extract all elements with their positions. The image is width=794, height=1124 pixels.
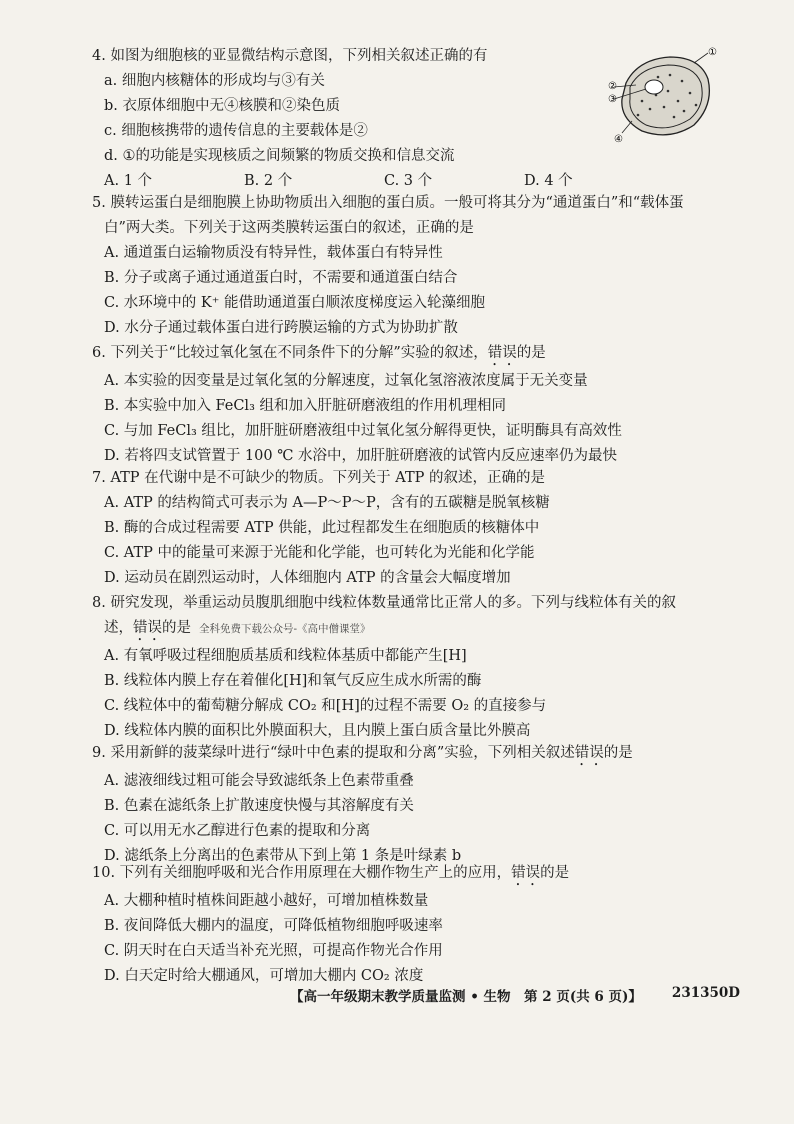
option-a: A. 通道蛋白运输物质没有特异性，载体蛋白有特异性 — [104, 245, 443, 261]
stem-end: 的是 — [603, 745, 633, 761]
page-footer — [290, 985, 740, 1005]
stem-key: 错误 — [133, 620, 162, 636]
stem-text: 述， — [104, 620, 133, 636]
option-a: A. 滤液细线过粗可能会导致滤纸条上色素带重叠 — [104, 773, 414, 789]
option-c: C. 阴天时在白天适当补充光照，可提高作物光合作用 — [104, 943, 443, 959]
option-b: B. 本实验中加入 FeCl₃ 组和加入肝脏研磨液组的作用机理相同 — [104, 398, 506, 414]
stem-text: 9. 采用新鲜的菠菜绿叶进行“绿叶中色素的提取和分离”实验，下列相关叙述 — [92, 745, 575, 761]
question-stem-cont: 白”两大类。下列关于这两类膜转运蛋白的叙述，正确的是 — [104, 220, 474, 236]
statement-c: c. 细胞核携带的遗传信息的主要载体是② — [104, 123, 368, 139]
question-stem: 8. 研究发现，举重运动员腹肌细胞中线粒体数量通常比正常人的多。下列与线粒体有关的叙 — [92, 595, 676, 611]
label-3: ③ — [608, 94, 617, 105]
question-10 — [92, 861, 732, 989]
question-8 — [92, 591, 732, 744]
option-d: D. 线粒体内膜的面积比外膜面积大，且内膜上蛋白质含量比外膜高 — [104, 723, 531, 739]
question-stem — [92, 341, 732, 369]
choice-b: B. 2 个 — [244, 173, 293, 189]
option-d: D. 白天定时给大棚通风，可增加大棚内 CO₂ 浓度 — [104, 968, 424, 984]
question-6 — [92, 341, 732, 469]
stem-key: 错误 — [487, 345, 517, 361]
stem-end: 的是 — [516, 345, 546, 361]
stem-text: 6. 下列关于“比较过氧化氢在不同条件下的分解”实验的叙述， — [92, 345, 488, 361]
statement-b: b. 衣原体细胞中无④核膜和②染色质 — [104, 98, 340, 114]
option-b: B. 色素在滤纸条上扩散速度快慢与其溶解度有关 — [104, 798, 414, 814]
option-a: A. ATP 的结构简式可表示为 A—P～P～P，含有的五碳糖是脱氧核糖 — [104, 495, 550, 511]
option-b: B. 酶的合成过程需要 ATP 供能，此过程都发生在细胞质的核糖体中 — [104, 520, 540, 536]
label-4: ④ — [614, 134, 623, 145]
watermark-text: 全科免费下载公众号-《高中僧课堂》 — [199, 623, 371, 635]
footer-title: 【高一年级期末教学质量监测 • 生物 第 2 页(共 6 页)】 — [290, 989, 642, 1005]
option-d: D. 水分子通过载体蛋白进行跨膜运输的方式为协助扩散 — [104, 320, 458, 336]
option-b: B. 夜间降低大棚内的温度，可降低植物细胞呼吸速率 — [104, 918, 443, 934]
option-c: C. 水环境中的 K⁺ 能借助通道蛋白顺浓度梯度运入轮藻细胞 — [104, 295, 485, 311]
option-c: C. 线粒体中的葡萄糖分解成 CO₂ 和[H]的过程不需要 O₂ 的直接参与 — [104, 698, 547, 714]
question-stem: 7. ATP 在代谢中是不可缺少的物质。下列关于 ATP 的叙述，正确的是 — [92, 470, 545, 486]
option-a: A. 有氧呼吸过程细胞质基质和线粒体基质中都能产生[H] — [104, 648, 467, 664]
option-c: C. ATP 中的能量可来源于光能和化学能，也可转化为光能和化学能 — [104, 545, 535, 561]
option-d: D. 运动员在剧烈运动时，人体细胞内 ATP 的含量会大幅度增加 — [104, 570, 511, 586]
stem-end: 的是 — [540, 865, 570, 881]
question-9 — [92, 741, 732, 869]
question-stem: 5. 膜转运蛋白是细胞膜上协助物质出入细胞的蛋白质。一般可将其分为“通道蛋白”和“载体蛋 — [92, 195, 684, 211]
question-7 — [92, 466, 732, 591]
option-d: D. 滤纸条上分离出的色素带从下到上第 1 条是叶绿素 b — [104, 848, 462, 864]
question-stem-cont — [104, 616, 732, 644]
option-a: A. 大棚种植时植株间距越小越好，可增加植株数量 — [104, 893, 429, 909]
choice-a: A. 1 个 — [104, 173, 153, 189]
statement-a: a. 细胞内核糖体的形成均与③有关 — [104, 73, 325, 89]
question-stem — [92, 741, 732, 769]
option-d: D. 若将四支试管置于 100 ℃ 水浴中，加肝脏研磨液的试管内反应速率仍为最快 — [104, 448, 618, 464]
stem-key: 错误 — [511, 865, 541, 881]
footer-code: 231350D — [671, 985, 740, 1001]
question-stem — [92, 861, 732, 889]
statement-d: d. ①的功能是实现核质之间频繁的物质交换和信息交流 — [104, 148, 455, 164]
choice-c: C. 3 个 — [384, 173, 433, 189]
stem-key: 错误 — [574, 745, 604, 761]
option-c: C. 与加 FeCl₃ 组比，加肝脏研磨液组中过氧化氢分解得更快，证明酶具有高效性 — [104, 423, 622, 439]
option-b: B. 分子或离子通过通道蛋白时，不需要和通道蛋白结合 — [104, 270, 458, 286]
question-stem: 4. 如图为细胞核的亚显微结构示意图，下列相关叙述正确的有 — [92, 48, 488, 64]
question-5 — [92, 191, 732, 341]
option-a: A. 本实验的因变量是过氧化氢的分解速度，过氧化氢溶液浓度属于无关变量 — [104, 373, 588, 389]
choice-d: D. 4 个 — [524, 173, 573, 189]
stem-text: 10. 下列有关细胞呼吸和光合作用原理在大棚作物生产上的应用， — [92, 865, 512, 881]
option-c: C. 可以用无水乙醇进行色素的提取和分离 — [104, 823, 371, 839]
label-1: ① — [708, 47, 717, 58]
option-b: B. 线粒体内膜上存在着催化[H]和氧气反应生成水所需的酶 — [104, 673, 482, 689]
nucleus-diagram — [608, 45, 718, 145]
label-2: ② — [608, 81, 617, 92]
stem-end: 的是 — [162, 620, 191, 636]
